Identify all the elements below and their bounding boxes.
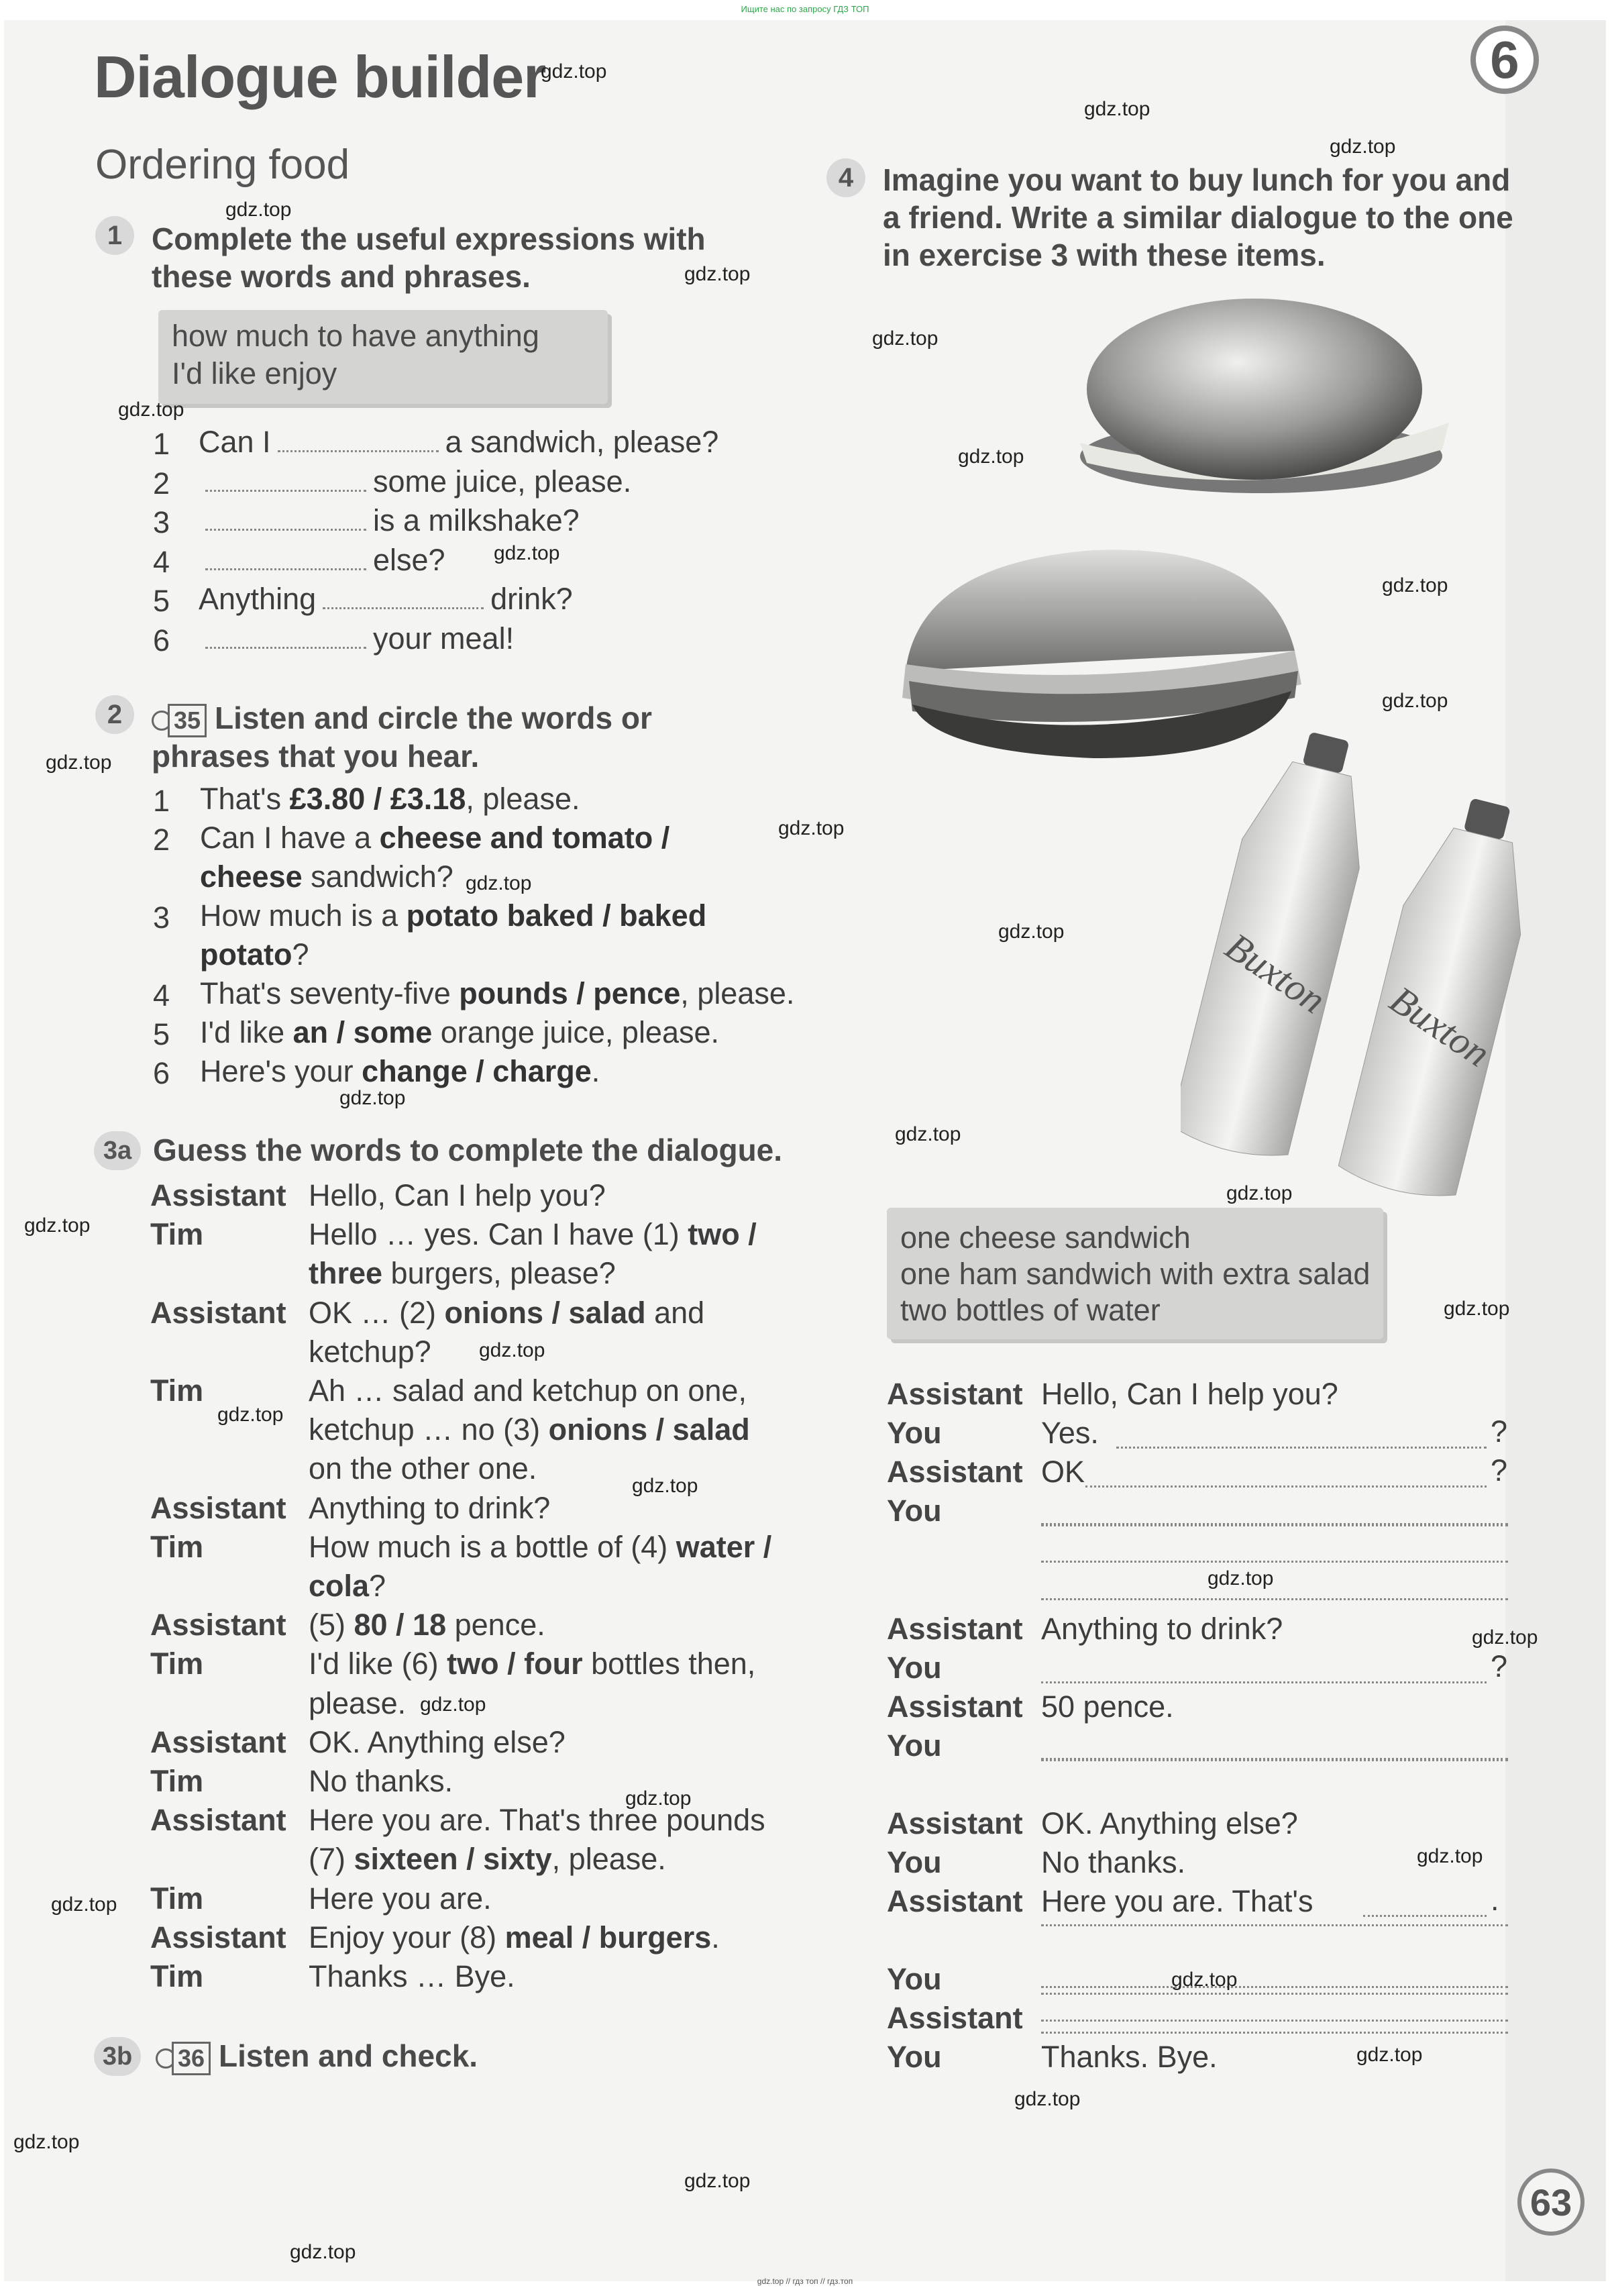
exercise-1-item [199,423,718,462]
page-number: 63 [1517,2169,1585,2236]
answer-line[interactable] [1041,1924,1508,1926]
item-text: , please. [466,782,580,816]
watermark-text: gdz.top [339,1087,406,1109]
line-end-punctuation: ? [1491,1453,1508,1488]
exercise-3a-instruction: Guess the words to complete the dialogue. [153,1133,783,1167]
dialogue-line: No thanks. [1041,1845,1186,1879]
item-number: 6 [153,1056,170,1090]
exercise-3b-instruction [156,2037,478,2075]
choice-text: 80 / 18 [354,1608,447,1642]
exercise-2-instruction-line: phrases that you hear. [152,738,480,774]
speaker-label: Assistant [150,1724,286,1759]
dialogue-line [309,1803,765,1838]
answer-blank[interactable] [205,464,366,492]
item-number: 1 [153,784,170,818]
speaker-label: You [887,1494,942,1528]
dialogue-line [309,1686,406,1721]
answer-line[interactable] [1116,1447,1487,1449]
line-text: burgers, please? [382,1256,616,1291]
watermark-text: gdz.top [1444,1298,1510,1320]
dialogue-line: Yes. [1041,1416,1099,1450]
circle-choice: potato baked / baked [406,898,707,933]
circle-choice: an / some [292,1015,433,1049]
exercise-1-number: 1 [95,216,134,255]
circle-choice: change / charge [362,1054,592,1088]
line-text: Thanks … Bye. [309,1959,515,1993]
answer-line[interactable] [1041,1523,1508,1525]
watermark-text: gdz.top [625,1787,692,1810]
item-text: That's [200,782,290,816]
watermark-text: gdz.top [24,1214,91,1237]
line-text: Hello, Can I help you? [309,1178,606,1212]
line-text: Ah … salad and ketchup on one, [309,1373,747,1408]
exercise-1-item [199,501,580,540]
choice-text: two / four [447,1647,583,1681]
watermark-text: gdz.top [494,542,560,564]
dialogue-line [309,1959,515,1994]
line-text: OK. Anything else? [309,1724,566,1759]
circle-choice: pounds / pence [459,976,681,1010]
speaker-label: Tim [150,1764,204,1798]
dialogue-line: 50 pence. [1041,1689,1174,1724]
dialogue-line [309,1764,453,1799]
section-subtitle: Ordering food [95,142,350,188]
line-text: Here you are. [309,1881,492,1916]
page-title: Dialogue builder [94,44,546,110]
item-text: your meal! [373,621,515,656]
dialogue-line: Hello, Can I help you? [1041,1377,1338,1411]
dialogue-line: OK [1041,1455,1085,1489]
watermark-text: gdz.top [1417,1845,1483,1867]
choice-text: meal / burgers [504,1920,712,1954]
exercise-2-item [200,935,309,974]
speaker-label: Tim [150,1959,204,1993]
dialogue-line: OK. Anything else? [1041,1806,1298,1840]
line-text: on the other one. [309,1451,537,1486]
exercise-2-instruction-line: Listen and circle the words or [215,700,652,735]
item-text: orange juice, please. [432,1015,720,1049]
exercise-3b-number: 3b [94,2037,141,2076]
speaker-label: Assistant [150,1490,286,1525]
exercise-2-item [200,974,794,1013]
answer-line[interactable] [1041,1598,1508,1600]
speaker-label: Assistant [887,1612,1023,1646]
exercise-4-instruction-line: Imagine you want to buy lunch for you and [883,162,1511,197]
line-text: Enjoy your (8) [309,1920,505,1954]
line-text: ketchup … no (3) [309,1412,549,1447]
watermark-text: gdz.top [225,199,292,221]
watermark-text: gdz.top [1330,136,1396,158]
item-text: some juice, please. [373,464,632,499]
exercise-4-instruction-line: a friend. Write a similar dialogue to the one [883,200,1513,235]
speaker-label: You [887,1651,942,1685]
answer-line[interactable] [1041,1986,1508,1988]
speaker-label: You [887,1962,942,1996]
speaker-label: Assistant [150,1608,286,1642]
dialogue-line [309,1842,666,1877]
dialogue-line [309,1569,386,1604]
item-text: Can I [199,425,271,459]
item-text: drink? [490,582,573,616]
answer-line[interactable] [1041,1561,1508,1563]
speaker-label: Assistant [150,1803,286,1838]
item-text: Can I have a [200,821,380,855]
speaker-label: You [887,1845,942,1879]
speaker-label: Assistant [150,1920,286,1954]
line-text: Hello … yes. Can I have (1) [309,1217,688,1252]
item-text: ? [292,937,309,972]
watermark-text: gdz.top [632,1475,698,1497]
line-text: bottles then, [582,1647,756,1681]
watermark-text: gdz.top [217,1404,284,1426]
choice-text: three [309,1256,383,1291]
answer-line[interactable] [1041,1993,1508,1995]
line-text: (5) [309,1608,354,1642]
watermark-text: gdz.top [118,399,184,421]
item-text: Here's your [200,1054,362,1088]
watermark-text: gdz.top [1356,2044,1423,2066]
speaker-label: You [887,2040,942,2074]
answer-blank[interactable] [323,582,484,609]
answer-line[interactable] [1041,1758,1508,1760]
exercise-4-number: 4 [826,158,865,197]
watermark-text: gdz.top [13,2131,80,2153]
item-text: Anything [199,582,317,616]
item-number: 1 [153,427,170,461]
lunch-item: two bottles of water [900,1293,1161,1327]
line-text: ketchup? [309,1334,431,1369]
dialogue-line: Here you are. That's [1041,1884,1313,1918]
watermark-text: gdz.top [1084,98,1150,120]
answer-blank[interactable] [205,621,366,649]
line-text: Here you are. That's three pounds [309,1803,765,1838]
exercise-3a-number: 3a [94,1131,141,1170]
exercise-2-item [200,780,580,819]
lunch-item: one ham sandwich with extra salad [900,1257,1371,1291]
lunch-item: one cheese sandwich [900,1220,1191,1255]
watermark-text: gdz.top [541,60,607,83]
exercise-1-item [199,462,631,501]
speaker-label: You [887,1416,942,1450]
speaker-label: Assistant [887,2001,1023,2035]
exercise-1-item [199,580,573,619]
item-number: 2 [153,823,170,857]
answer-line[interactable] [1363,1915,1487,1917]
item-text: sandwich? [302,859,453,894]
exercise-4-instruction [883,161,1513,274]
item-text: How much is a [200,898,407,933]
dialogue-line: Thanks. Bye. [1041,2040,1218,2074]
watermark-text: gdz.top [420,1693,486,1716]
answer-blank[interactable] [278,425,439,452]
dialogue-line [309,1451,537,1486]
watermark-text: gdz.top [895,1123,961,1145]
item-number: 3 [153,900,170,935]
exercise-2-item [200,819,669,857]
dialogue-line [309,1335,431,1369]
speaker-label: Tim [150,1373,204,1408]
watermark-text: gdz.top [1382,690,1448,712]
item-text: , please. [680,976,795,1010]
watermark-text: gdz.top [998,921,1065,943]
dialogue-line [309,1881,492,1916]
line-text: How much is a bottle of (4) [309,1529,676,1564]
top-banner: Ищите нас по запросу ГДЗ ТОП [741,4,869,14]
dialogue-line [309,1296,704,1330]
choice-text: water / [676,1529,772,1564]
exercise-2-item [200,1013,719,1052]
line-text: , please. [551,1842,666,1877]
exercise-4-instruction-line: in exercise 3 with these items. [883,238,1326,272]
bottom-footer: gdz.top // гдз топ // гдз.топ [757,2277,853,2286]
line-text: . [711,1920,720,1954]
track-number: 36 [172,2042,211,2075]
dialogue-line [309,1373,747,1408]
dialogue-line [309,1256,616,1291]
exercise-2-instruction [152,699,652,775]
choice-text: two / [688,1217,757,1252]
choice-text: onions / salad [548,1412,750,1447]
speaker-label: Tim [150,1217,204,1252]
exercise-2-item [200,857,453,896]
exercise-1-item [199,541,445,580]
watermark-text: gdz.top [1014,2088,1081,2110]
water-bottles-image [1181,718,1556,1201]
exercise-1-instruction-line: Complete the useful expressions with [152,221,706,256]
watermark-text: gdz.top [1226,1182,1293,1204]
item-text: else? [373,542,445,577]
line-text: OK … (2) [309,1295,445,1330]
speaker-label: Assistant [887,1806,1023,1840]
line-end-punctuation: . [1491,1883,1499,1917]
watermark-text: gdz.top [479,1339,545,1361]
line-text: ? [369,1569,386,1603]
watermark-text: gdz.top [684,2170,751,2192]
item-number: 2 [153,466,170,501]
watermark-text: gdz.top [958,446,1024,468]
watermark-text: gdz.top [1171,1969,1238,1991]
line-end-punctuation: ? [1491,1649,1508,1683]
cheese-roll-image [1067,289,1456,503]
audio-track-icon[interactable] [152,704,207,737]
bottle-label: Buxton [1218,924,1334,1023]
speaker-label: You [887,1728,942,1763]
item-text: That's seventy-five [200,976,460,1010]
dialogue-line [309,1217,757,1252]
line-end-punctuation: ? [1491,1414,1508,1449]
exercise-3b-instruction-text: Listen and check. [219,2038,478,2073]
dialogue-line [309,1725,566,1760]
speaker-label: Assistant [887,1689,1023,1724]
answer-line[interactable] [1041,1681,1487,1683]
item-number: 5 [153,584,170,618]
dialogue-line: Anything to drink? [1041,1612,1283,1646]
dialogue-line [309,1608,545,1642]
exercise-1-item [199,619,514,658]
item-text: is a milkshake? [373,503,580,537]
watermark-text: gdz.top [684,263,751,285]
dialogue-line [309,1530,771,1565]
item-number: 4 [153,544,170,579]
speaker-label: Tim [150,1647,204,1681]
choice-text: onions / salad [444,1295,646,1330]
answer-line[interactable] [1085,1485,1487,1488]
watermark-text: gdz.top [1382,574,1448,596]
speaker-label: Assistant [887,1455,1023,1489]
speaker-label: Assistant [150,1295,286,1330]
circle-choice: cheese and tomato / [379,821,670,855]
dialogue-line [309,1178,606,1213]
watermark-text: gdz.top [778,817,845,839]
item-number: 5 [153,1017,170,1051]
item-text: . [591,1054,600,1088]
exercise-2-item [200,1052,600,1091]
watermark-text: gdz.top [46,751,112,774]
item-number: 3 [153,505,170,539]
track-number: 35 [168,704,207,737]
watermark-text: gdz.top [466,872,532,894]
line-text: pence. [446,1608,545,1642]
exercise-2-item [200,896,706,935]
exercise-1-instruction [152,220,706,295]
item-text: a sandwich, please? [445,425,719,459]
circle-choice: £3.80 / £3.18 [289,782,466,816]
line-text: and [645,1295,705,1330]
speaker-label: Assistant [887,1884,1023,1918]
answer-line[interactable] [1041,2032,1508,2034]
unit-badge: 6 [1470,25,1539,94]
watermark-text: gdz.top [872,327,938,350]
dialogue-line [309,1412,750,1447]
watermark-text: gdz.top [1472,1626,1538,1649]
item-number: 6 [153,623,170,658]
choice-text: cola [309,1569,370,1603]
circle-choice: cheese [200,859,303,894]
item-text: I'd like [200,1015,293,1049]
word-box-line: I'd like enjoy [172,356,337,390]
watermark-text: gdz.top [1208,1567,1274,1589]
choice-text: sixteen / sixty [354,1842,552,1877]
speaker-label: Tim [150,1881,204,1916]
answer-blank[interactable] [205,543,366,570]
speaker-label: Tim [150,1529,204,1564]
speaker-label: Assistant [150,1178,286,1212]
bottle-label: Buxton [1382,977,1498,1076]
circle-choice: potato [200,937,292,972]
dialogue-line [309,1491,550,1526]
dialogue-line [309,1647,755,1681]
line-text: Anything to drink? [309,1490,551,1525]
line-text: I'd like (6) [309,1647,447,1681]
line-text: (7) [309,1842,354,1877]
watermark-text: gdz.top [290,2241,356,2263]
watermark-text: gdz.top [51,1893,117,1916]
exercise-2-number: 2 [95,695,134,734]
line-text: No thanks. [309,1764,453,1798]
audio-track-icon[interactable] [156,2042,211,2075]
speaker-label: Assistant [887,1377,1023,1411]
answer-line[interactable] [1041,2020,1508,2022]
item-number: 4 [153,978,170,1012]
word-box-line: how much to have anything [172,319,539,353]
answer-blank[interactable] [205,503,366,531]
line-text: please. [309,1685,407,1720]
exercise-1-instruction-line: these words and phrases. [152,259,531,294]
dialogue-line [309,1920,720,1955]
